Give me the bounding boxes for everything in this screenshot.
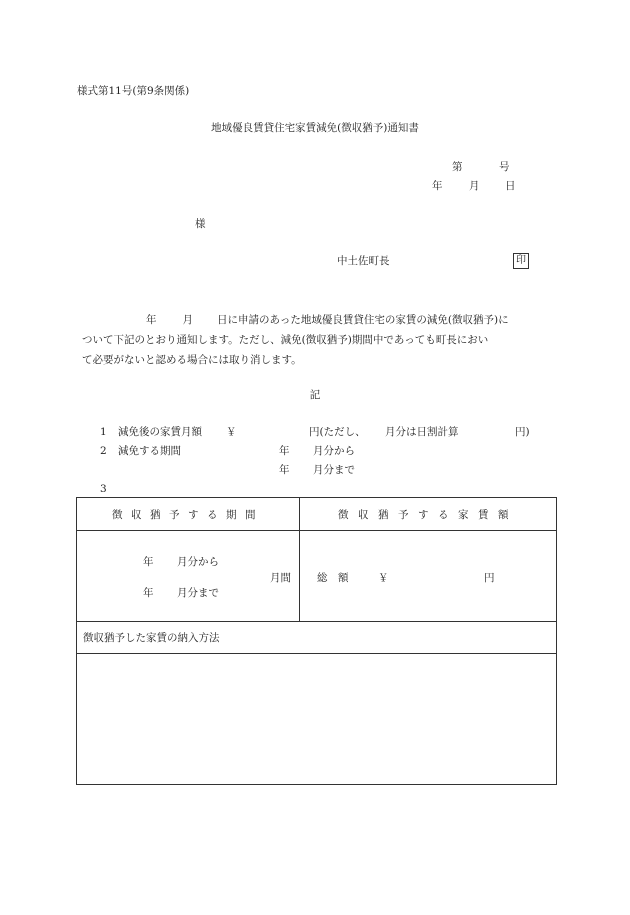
item-3-number: 3 bbox=[100, 483, 107, 495]
issuer-name: 中土佐町長 bbox=[337, 255, 390, 267]
body-month: 月 bbox=[182, 314, 193, 326]
item-1-yen: ￥ bbox=[226, 426, 237, 438]
form-number: 様式第11号(第9条関係) bbox=[77, 85, 190, 97]
body-line-1-rest: 日に申請のあった地域優良賃貸住宅の家賃の減免(徴収猶予)に bbox=[217, 314, 509, 326]
payment-method-area[interactable] bbox=[77, 654, 557, 785]
period-months-unit: 月間 bbox=[270, 572, 291, 584]
item-1-daily: 月分は日割計算 bbox=[385, 426, 459, 438]
doc-number-suffix: 号 bbox=[499, 161, 510, 173]
deferral-table bbox=[76, 497, 557, 785]
period-to-month: 月分まで bbox=[177, 587, 219, 599]
doc-number-prefix: 第 bbox=[452, 161, 463, 173]
document-title: 地域優良賃貸住宅家賃減免(徴収猶予)通知書 bbox=[211, 122, 419, 134]
body-line-2: ついて下記のとおり通知します。ただし、減免(徴収猶予)期間中であっても町長におい bbox=[82, 334, 489, 346]
item-2-to-year: 年 bbox=[279, 464, 290, 476]
item-2-from-year: 年 bbox=[279, 445, 290, 457]
item-2-to-month: 月分まで bbox=[313, 464, 355, 476]
date-day: 日 bbox=[505, 180, 516, 192]
item-2-label: 減免する期間 bbox=[118, 445, 181, 457]
total-yen: ￥ bbox=[378, 572, 389, 584]
item-1-close: 円) bbox=[515, 426, 530, 438]
period-from-month: 月分から bbox=[177, 556, 219, 568]
amount-cell[interactable] bbox=[300, 531, 557, 622]
header-deferral-period: 徴収猶予する期間 bbox=[77, 498, 300, 531]
body-year: 年 bbox=[146, 314, 157, 326]
item-1-number: 1 bbox=[100, 426, 107, 438]
item-1-label: 減免後の家賃月額 bbox=[118, 426, 202, 438]
table-period-row bbox=[77, 531, 557, 622]
date-year: 年 bbox=[432, 180, 443, 192]
period-to-year: 年 bbox=[143, 587, 154, 599]
seal-mark: 印 bbox=[513, 253, 529, 269]
table-payment-label-row bbox=[77, 622, 557, 654]
total-label: 総 額 bbox=[317, 572, 349, 584]
item-2-number: 2 bbox=[100, 445, 107, 457]
payment-method-label: 徴収猶予した家賃の納入方法 bbox=[77, 622, 557, 654]
table-payment-area-row bbox=[77, 654, 557, 785]
table-header-row bbox=[77, 498, 557, 531]
body-line-1 bbox=[82, 310, 566, 330]
item-2-from-month: 月分から bbox=[313, 445, 355, 457]
period-from-year: 年 bbox=[143, 556, 154, 568]
addressee-suffix: 様 bbox=[195, 218, 206, 230]
body-paragraph bbox=[82, 310, 566, 370]
header-deferral-amount: 徴収猶予する家賃額 bbox=[300, 498, 557, 531]
date-month: 月 bbox=[469, 180, 480, 192]
ki-heading: 記 bbox=[309, 389, 321, 401]
item-1-unit: 円(ただし、 bbox=[309, 426, 366, 438]
body-line-3: て必要がないと認める場合には取り消します。 bbox=[82, 354, 302, 366]
period-cell[interactable] bbox=[77, 531, 300, 622]
total-yen-unit: 円 bbox=[484, 572, 495, 584]
